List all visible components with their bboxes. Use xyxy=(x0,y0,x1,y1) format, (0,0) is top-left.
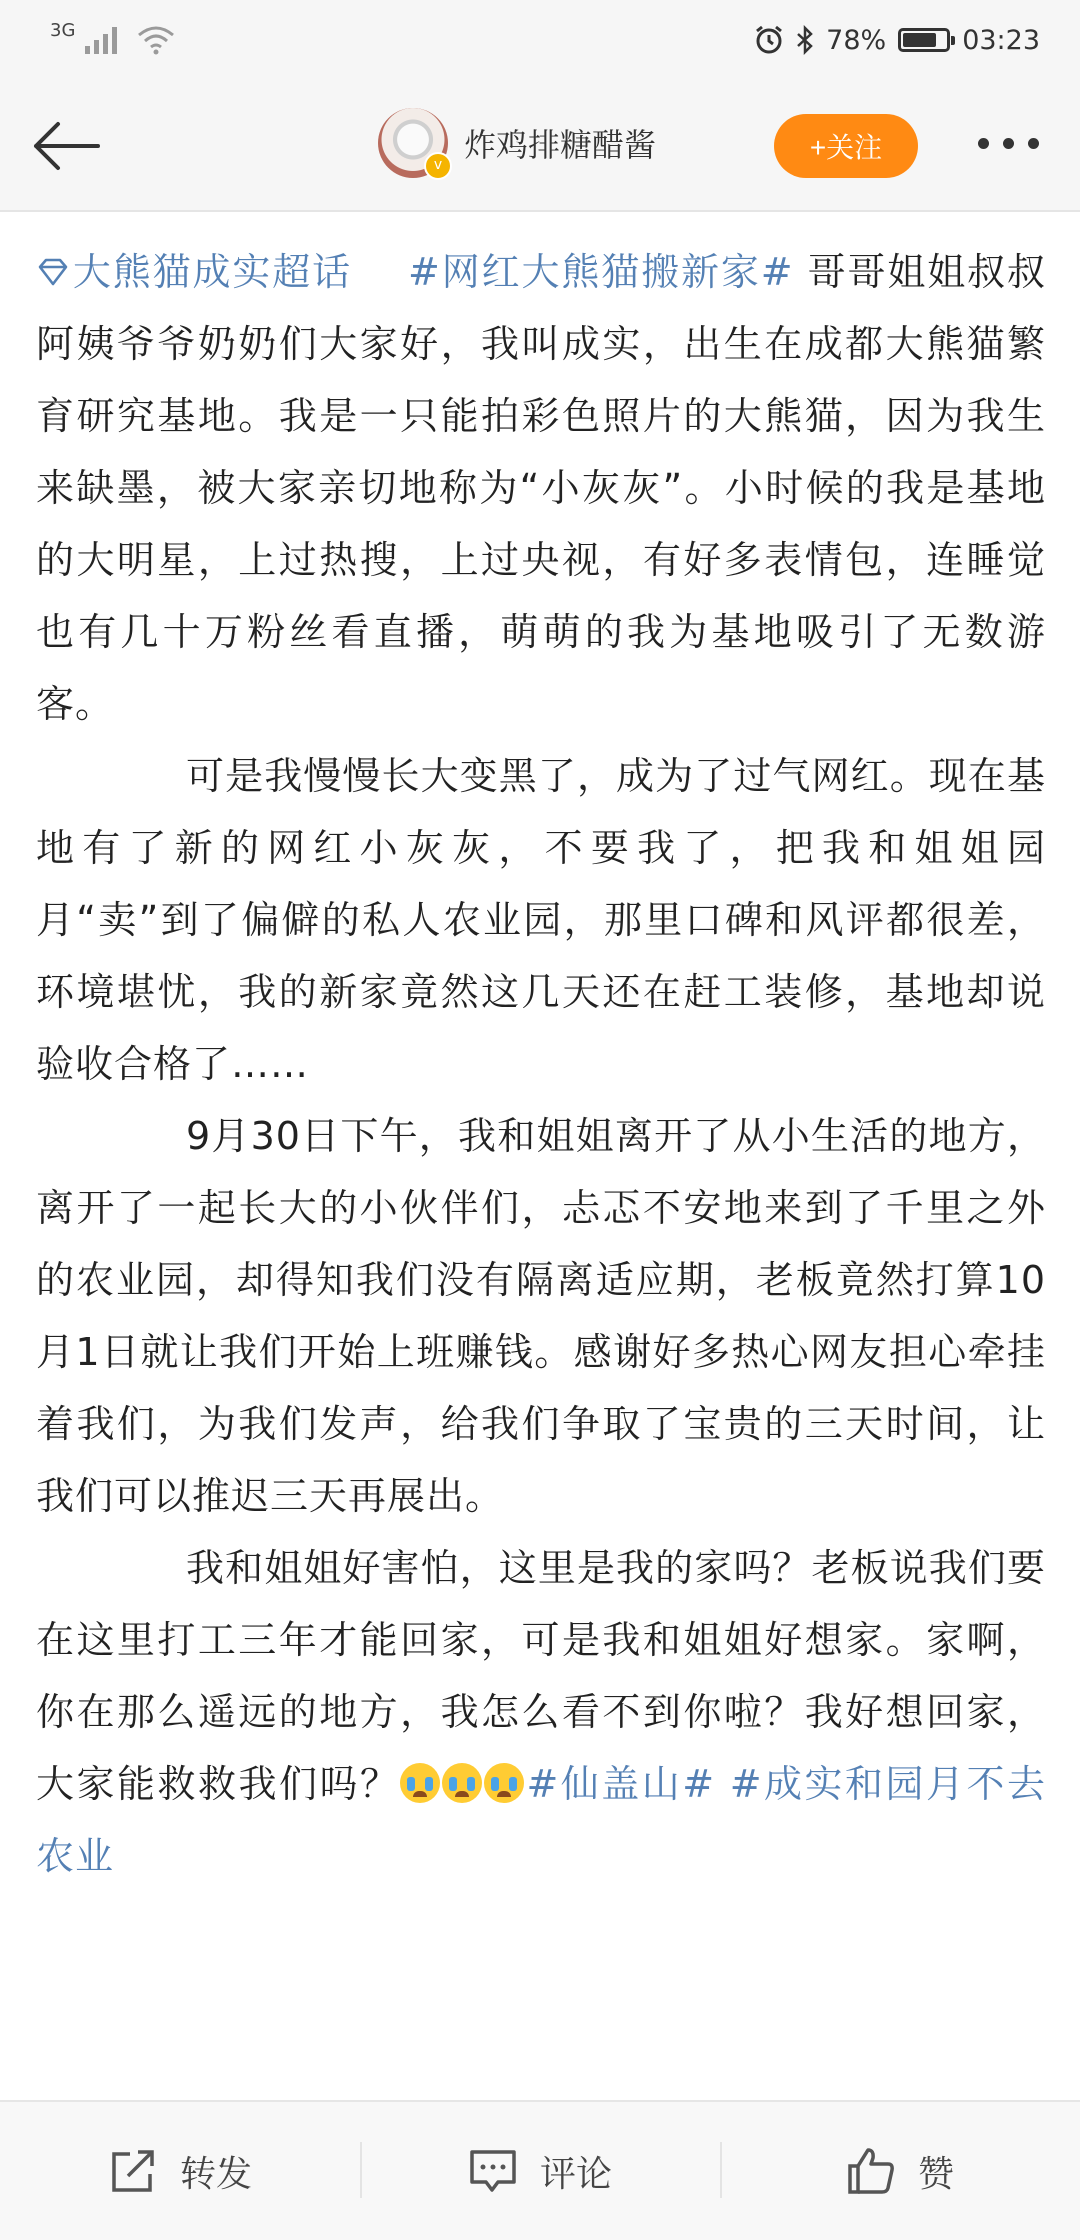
like-button[interactable] xyxy=(720,2102,1080,2240)
follow-button[interactable]: +关注 xyxy=(774,114,918,178)
crying-emoji-icon xyxy=(442,1763,482,1803)
like-label: 赞 xyxy=(917,2153,954,2195)
paragraph-4 xyxy=(36,1532,1046,1892)
clock: 03:23 xyxy=(962,24,1040,56)
bluetooth-icon xyxy=(796,25,814,55)
hashtag-link[interactable]: #仙盖山# xyxy=(526,1762,716,1806)
hashtag-link[interactable]: #网红大熊猫搬新家# xyxy=(408,250,794,294)
author-info[interactable] xyxy=(378,108,656,178)
signal-icon xyxy=(85,26,117,54)
comment-icon xyxy=(468,2146,518,2196)
battery-icon xyxy=(898,28,950,52)
author-name[interactable]: 炸鸡排糖醋酱 xyxy=(464,126,657,164)
wifi-icon xyxy=(137,25,175,55)
paragraph-3: 9月30日下午，我和姐姐离开了从小生活的地方，离开了一起长大的小伙伴们，忐忑不安地来到了千里之外的农业园，却得知我们没有隔离适应期，老板竟然打算10月1日就让我们开始上班赚钱。感谢好多热心网友担心牵挂着我们，为我们发声，给我们争取了宝贵的三天时间，让我们可以推迟三天再展出。 xyxy=(36,1114,1046,1518)
verified-badge-icon: v xyxy=(424,152,452,180)
bottom-action-bar xyxy=(0,2100,1080,2240)
battery-fill xyxy=(903,33,936,47)
paragraph-4-text: 我和姐姐好害怕，这里是我的家吗？老板说我们要在这里打工三年才能回家，可是我和姐姐好想家。家啊，你在那么遥远的地方，我怎么看不到你啦？我好想回家，大家能救救我们吗？ xyxy=(36,1546,1046,1806)
network-type: 3G xyxy=(50,19,76,41)
thumbs-up-icon xyxy=(846,2146,896,2196)
repost-label: 转发 xyxy=(179,2153,252,2195)
avatar[interactable] xyxy=(378,108,448,178)
crying-emoji-icon xyxy=(484,1763,524,1803)
status-left xyxy=(50,19,175,55)
paragraph-1 xyxy=(36,236,1046,740)
repost-button[interactable] xyxy=(0,2102,360,2240)
alarm-icon xyxy=(754,25,784,55)
repost-icon xyxy=(108,2146,158,2196)
super-topic-diamond-icon xyxy=(36,255,70,289)
comment-label: 评论 xyxy=(539,2153,612,2195)
battery-percent: 78% xyxy=(826,24,887,56)
super-topic-link[interactable]: 大熊猫成实超话 xyxy=(72,250,353,294)
hashtag-link[interactable]: #成实和园月不去农业 xyxy=(36,1762,1046,1878)
post-content xyxy=(36,236,1046,1892)
crying-emoji-icon xyxy=(400,1763,440,1803)
status-bar xyxy=(0,0,1080,80)
paragraph-1-text: 哥哥姐姐叔叔阿姨爷爷奶奶们大家好，我叫成实，出生在成都大熊猫繁育研究基地。我是一只能拍彩色照片的大熊猫，因为我生来缺墨，被大家亲切地称为“小灰灰”。小时候的我是基地的大明星，上过热搜，上过央视，有好多表情包，连睡觉也有几十万粉丝看直播，萌萌的我为基地吸引了无数游客。 xyxy=(36,250,1046,726)
comment-button[interactable] xyxy=(360,2102,720,2240)
status-right xyxy=(754,25,1040,56)
back-arrow-icon[interactable] xyxy=(28,116,104,176)
more-options-icon[interactable] xyxy=(978,138,1039,149)
post-header xyxy=(0,80,1080,212)
paragraph-2: 可是我慢慢长大变黑了，成为了过气网红。现在基地有了新的网红小灰灰，不要我了，把我和姐姐园月“卖”到了偏僻的私人农业园，那里口碑和风评都很差，环境堪忧，我的新家竟然这几天还在赶工装修，基地却说验收合格了…… xyxy=(36,754,1046,1086)
